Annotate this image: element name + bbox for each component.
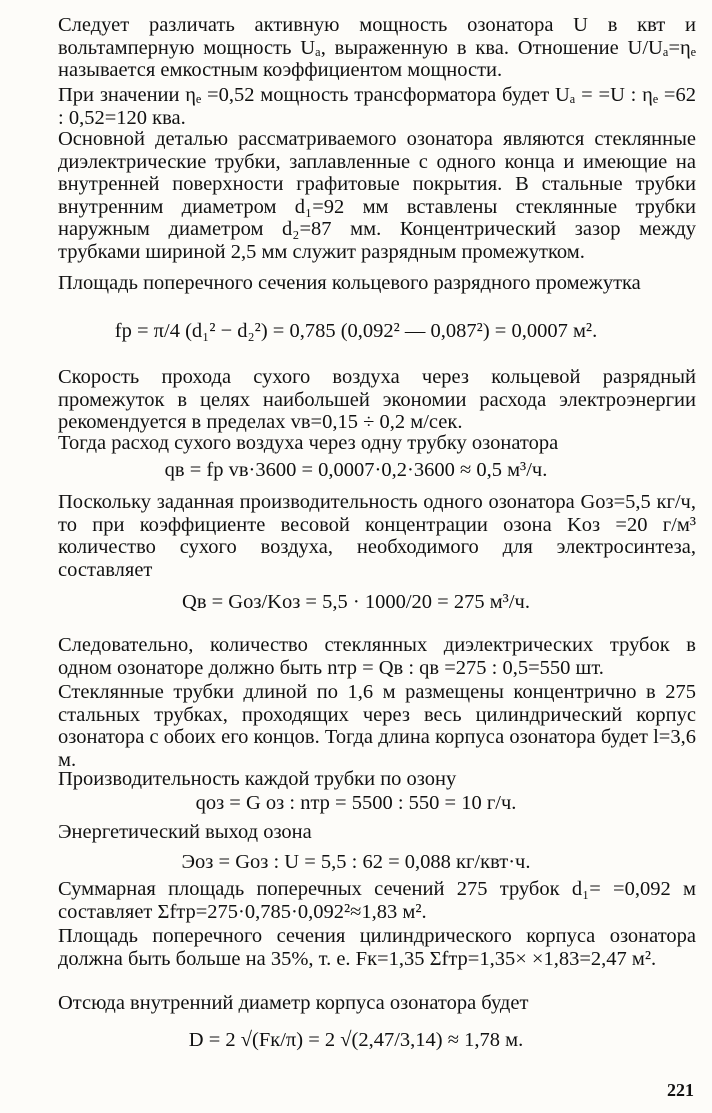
paragraph-14: Отсюда внутренний диаметр корпуса озонатора будет (58, 992, 529, 1014)
paragraph-4: Площадь поперечного сечения кольцевого разрядного промежутка (58, 272, 641, 294)
paragraph-10: Производительность каждой трубки по озону (58, 768, 457, 790)
paragraph-12: Суммарная площадь поперечных сечений 275 трубок d₁= =0,092 м составляет Σfтр=275·0,785·0,092²≈1,83 м². (58, 878, 696, 923)
paragraph-6: Тогда расход сухого воздуха через одну трубку озонатора (58, 432, 559, 454)
paragraph-3: Основной деталью рассматриваемого озонатора являются стеклянные диэлектрические трубки, заплавленные с одного конца и имеющие на внутренней поверхности графитовые покрытия. В стальные трубки внутренним диаметром d₁=92 мм вставлены стеклянные трубки наружным диаметром d₂=87 мм. Концентрический зазор между трубками шириной 2,5 мм служит разрядным промежутком. (58, 128, 696, 263)
formula-total-air: Qв = Gоз/Kоз = 5,5 · 1000/20 = 275 м³/ч. (182, 591, 530, 613)
formula-tube-output: qоз = G оз : nтр = 5500 : 550 = 10 г/ч. (195, 792, 517, 814)
paragraph-11: Энергетический выход озона (58, 821, 312, 843)
paragraph-2: При значении ηₑ =0,52 мощность трансформатора будет Uₐ = =U : ηₑ =62 : 0,52=120 ква. (58, 84, 696, 129)
formula-ring-area: fр = π/4 (d₁² − d₂²) = 0,785 (0,092² — 0,087²) = 0,0007 м². (114, 320, 598, 342)
paragraph-8: Следовательно, количество стеклянных диэлектрических трубок в одном озонаторе должно быть nтр = Qв : qв =275 : 0,5=550 шт. (58, 634, 696, 679)
page-number: 221 (667, 1080, 694, 1100)
paragraph-13: Площадь поперечного сечения цилиндрического корпуса озонатора должна быть больше на 35%, т. е. Fк=1,35 Σfтр=1,35× ×1,83=2,47 м². (58, 925, 696, 970)
formula-energy-yield: Эоз = Gоз : U = 5,5 : 62 = 0,088 кг/квт·ч. (181, 851, 531, 873)
formula-air-per-tube: qв = fр vв·3600 = 0,0007·0,2·3600 ≈ 0,5 м³/ч. (164, 459, 548, 481)
paragraph-5: Скорость прохода сухого воздуха через кольцевой разрядный промежуток в целях наибольшей экономии расхода электроэнергии рекомендуется в пределах vв=0,15 ÷ 0,2 м/сек. (58, 366, 696, 433)
formula-diameter: D = 2 √(Fк/π) = 2 √(2,47/3,14) ≈ 1,78 м. (188, 1029, 524, 1051)
paragraph-9: Стеклянные трубки длиной по 1,6 м размещены концентрично в 275 стальных трубках, проходящих через весь цилиндрический корпус озонатора с обоих его концов. Тогда длина корпуса озонатора будет l=3,6 м. (58, 681, 696, 771)
paragraph-1: Следует различать активную мощность озонатора U в квт и вольтамперную мощность Uₐ, выраженную в ква. Отношение U/Uₐ=ηₑ называется емкостным коэффициентом мощности. (58, 14, 696, 81)
paragraph-7: Поскольку заданная производительность одного озонатора Gоз=5,5 кг/ч, то при коэффициенте весовой концентрации озона Kоз =20 г/м³ количество сухого воздуха, необходимого для электросинтеза, составляет (58, 491, 696, 581)
